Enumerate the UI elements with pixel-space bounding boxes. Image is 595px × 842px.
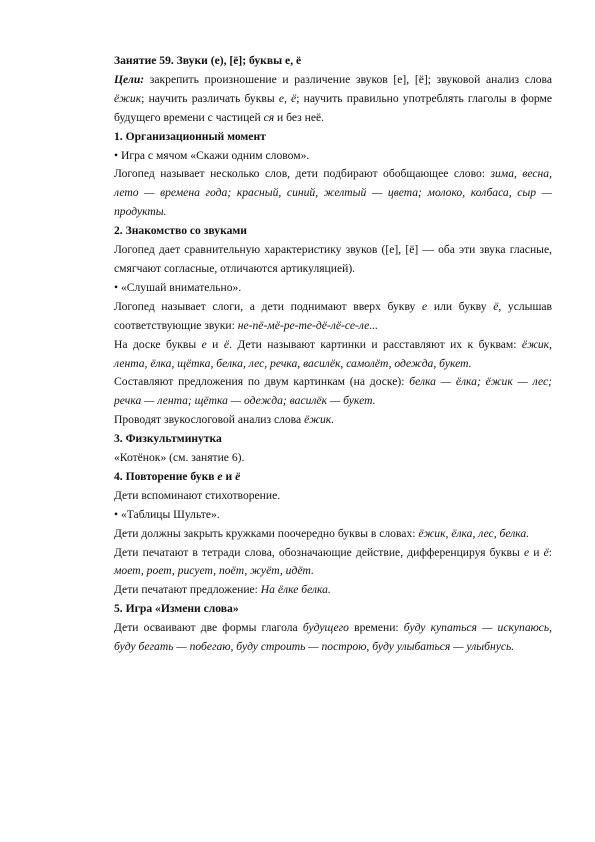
lesson-title: Занятие 59. Звуки (е), [ё]; буквы е, ё: [114, 54, 302, 67]
document-page: [114, 52, 552, 657]
s4-letter-e: е: [523, 545, 530, 559]
section-5-heading: 5. Игра «Измени слова»: [114, 602, 239, 616]
goals-text3: ; научить правильно употреблять глаголы в форме будущего времени с частицей: [114, 91, 552, 124]
section-3-heading: 3. Физкультминутка: [114, 432, 222, 446]
s4-text3: Дети печатают в тетради слова, обозначающие действие, дифференцируя буквы: [114, 545, 524, 559]
section-4-verbs-paragraph: [114, 544, 552, 582]
section-2-analysis-paragraph: [114, 411, 552, 430]
s4-colon: :: [548, 545, 552, 559]
s4-text4: Дети печатают предложение:: [114, 583, 261, 597]
section-2-heading: 2. Знакомство со звуками: [114, 224, 247, 238]
goals-word: ёжик: [114, 91, 142, 105]
section-2-bullet: • «Слушай внимательно».: [114, 280, 242, 294]
s5-text: Дети осваивают две формы глагола: [114, 621, 303, 635]
goals-letters: е, ё: [278, 91, 297, 105]
s4-heading-text: 4. Повторение букв: [114, 469, 218, 483]
section-2-syllables-paragraph: [114, 298, 552, 336]
section-1-paragraph: [114, 165, 552, 222]
s4-verbs: моет, роет, рисует, поёт, жуёт, идёт.: [114, 564, 314, 578]
s4-heading-letter-e: е: [217, 469, 223, 483]
s2-syllables: не-пё-мё-ре-те-дё-лё-се-ле...: [237, 318, 379, 332]
section-4-circles-paragraph: [114, 525, 552, 544]
s5-examples: буду купаться — искупаюсь, буду бегать — побегаю, буду строить — построю, буду улыбаться — улыбнусь.: [114, 621, 552, 654]
section-2-text: Логопед дает сравнительную характеристику звуков ([е], [ё] — оба эти звука гласные, смягчают согласные, отличаются артикуляцией).: [114, 243, 552, 275]
s2-and: и: [206, 337, 224, 351]
s2-text3: , услышав соответствующие звуки:: [114, 299, 552, 332]
section-1-bullet: • Игра с мячом «Скажи одним словом».: [114, 148, 310, 162]
goals-paragraph: [114, 71, 552, 128]
section-1-text: Логопед называет несколько слов, дети подбирают обобщающее слово:: [114, 167, 491, 181]
goals-text2: ; научить различать буквы: [141, 91, 279, 105]
s2-sentences: белка — ёлка; ёжик — лес; речка — лента; щётка — одежда; василёк — букет.: [114, 375, 552, 408]
section-4-heading: [114, 468, 552, 487]
s4-heading-and: и: [222, 469, 236, 483]
s2-or: или букву: [427, 299, 494, 313]
section-5-paragraph: [114, 619, 552, 657]
section-1-examples: зима, весна, лето — времена года; красный, синий, желтый — цвета; молоко, колбаса, сыр — продукты.: [114, 167, 553, 219]
s4-heading-letter-yo: ё: [235, 469, 241, 483]
section-4-text: Дети вспоминают стихотворение.: [114, 488, 281, 502]
section-1-heading: 1. Организационный момент: [114, 129, 266, 143]
s4-words: ёжик, ёлка, лес, белка.: [418, 526, 530, 540]
s2-word-end: ёжик.: [304, 413, 335, 427]
s2-board-letter-yo: ё: [223, 337, 229, 351]
section-2-board-paragraph: [114, 336, 552, 374]
s5-text2: времени:: [348, 621, 404, 635]
section-4-bullet: • «Таблицы Шульте».: [114, 507, 220, 521]
s2-text2: Логопед называет слоги, а дети поднимают вверх букву: [114, 299, 423, 313]
section-2-sentences-paragraph: [114, 373, 552, 411]
section-4-sentence-paragraph: [114, 581, 552, 600]
s5-future: будущего: [302, 621, 349, 635]
goals-text4: и без неё.: [274, 110, 325, 124]
s2-text5: . Дети называют картинки и расставляют их к буквам:: [228, 337, 522, 351]
goals-particle: ся: [263, 110, 275, 124]
s4-sentence: На ёлке белка.: [260, 583, 331, 597]
s4-and: и: [529, 545, 544, 559]
section-3-text: «Котёнок» (см. занятие 6).: [114, 451, 245, 465]
s2-text7: Проводят звукослоговой анализ слова: [114, 413, 305, 427]
goals-label: Цели:: [114, 72, 145, 86]
s2-board-letter-e: е: [201, 337, 207, 351]
s2-text6: Составляют предложения по двум картинкам (на доске):: [114, 375, 410, 389]
goals-text: закрепить произношение и различение звуков [е], [ё]; звуковой анализ слова: [144, 72, 552, 86]
s2-letter-yo: ё: [493, 299, 499, 313]
s2-letter-e: е: [422, 299, 428, 313]
s4-letter-yo: ё: [543, 545, 549, 559]
s4-text2: Дети должны закрыть кружками поочередно буквы в словах:: [114, 526, 419, 540]
s2-text4: На доске буквы: [114, 337, 202, 351]
s2-words: ёжик, лента, ёлка, щётка, белка, лес, речка, василёк, самолёт, одежда, букет.: [114, 337, 552, 370]
